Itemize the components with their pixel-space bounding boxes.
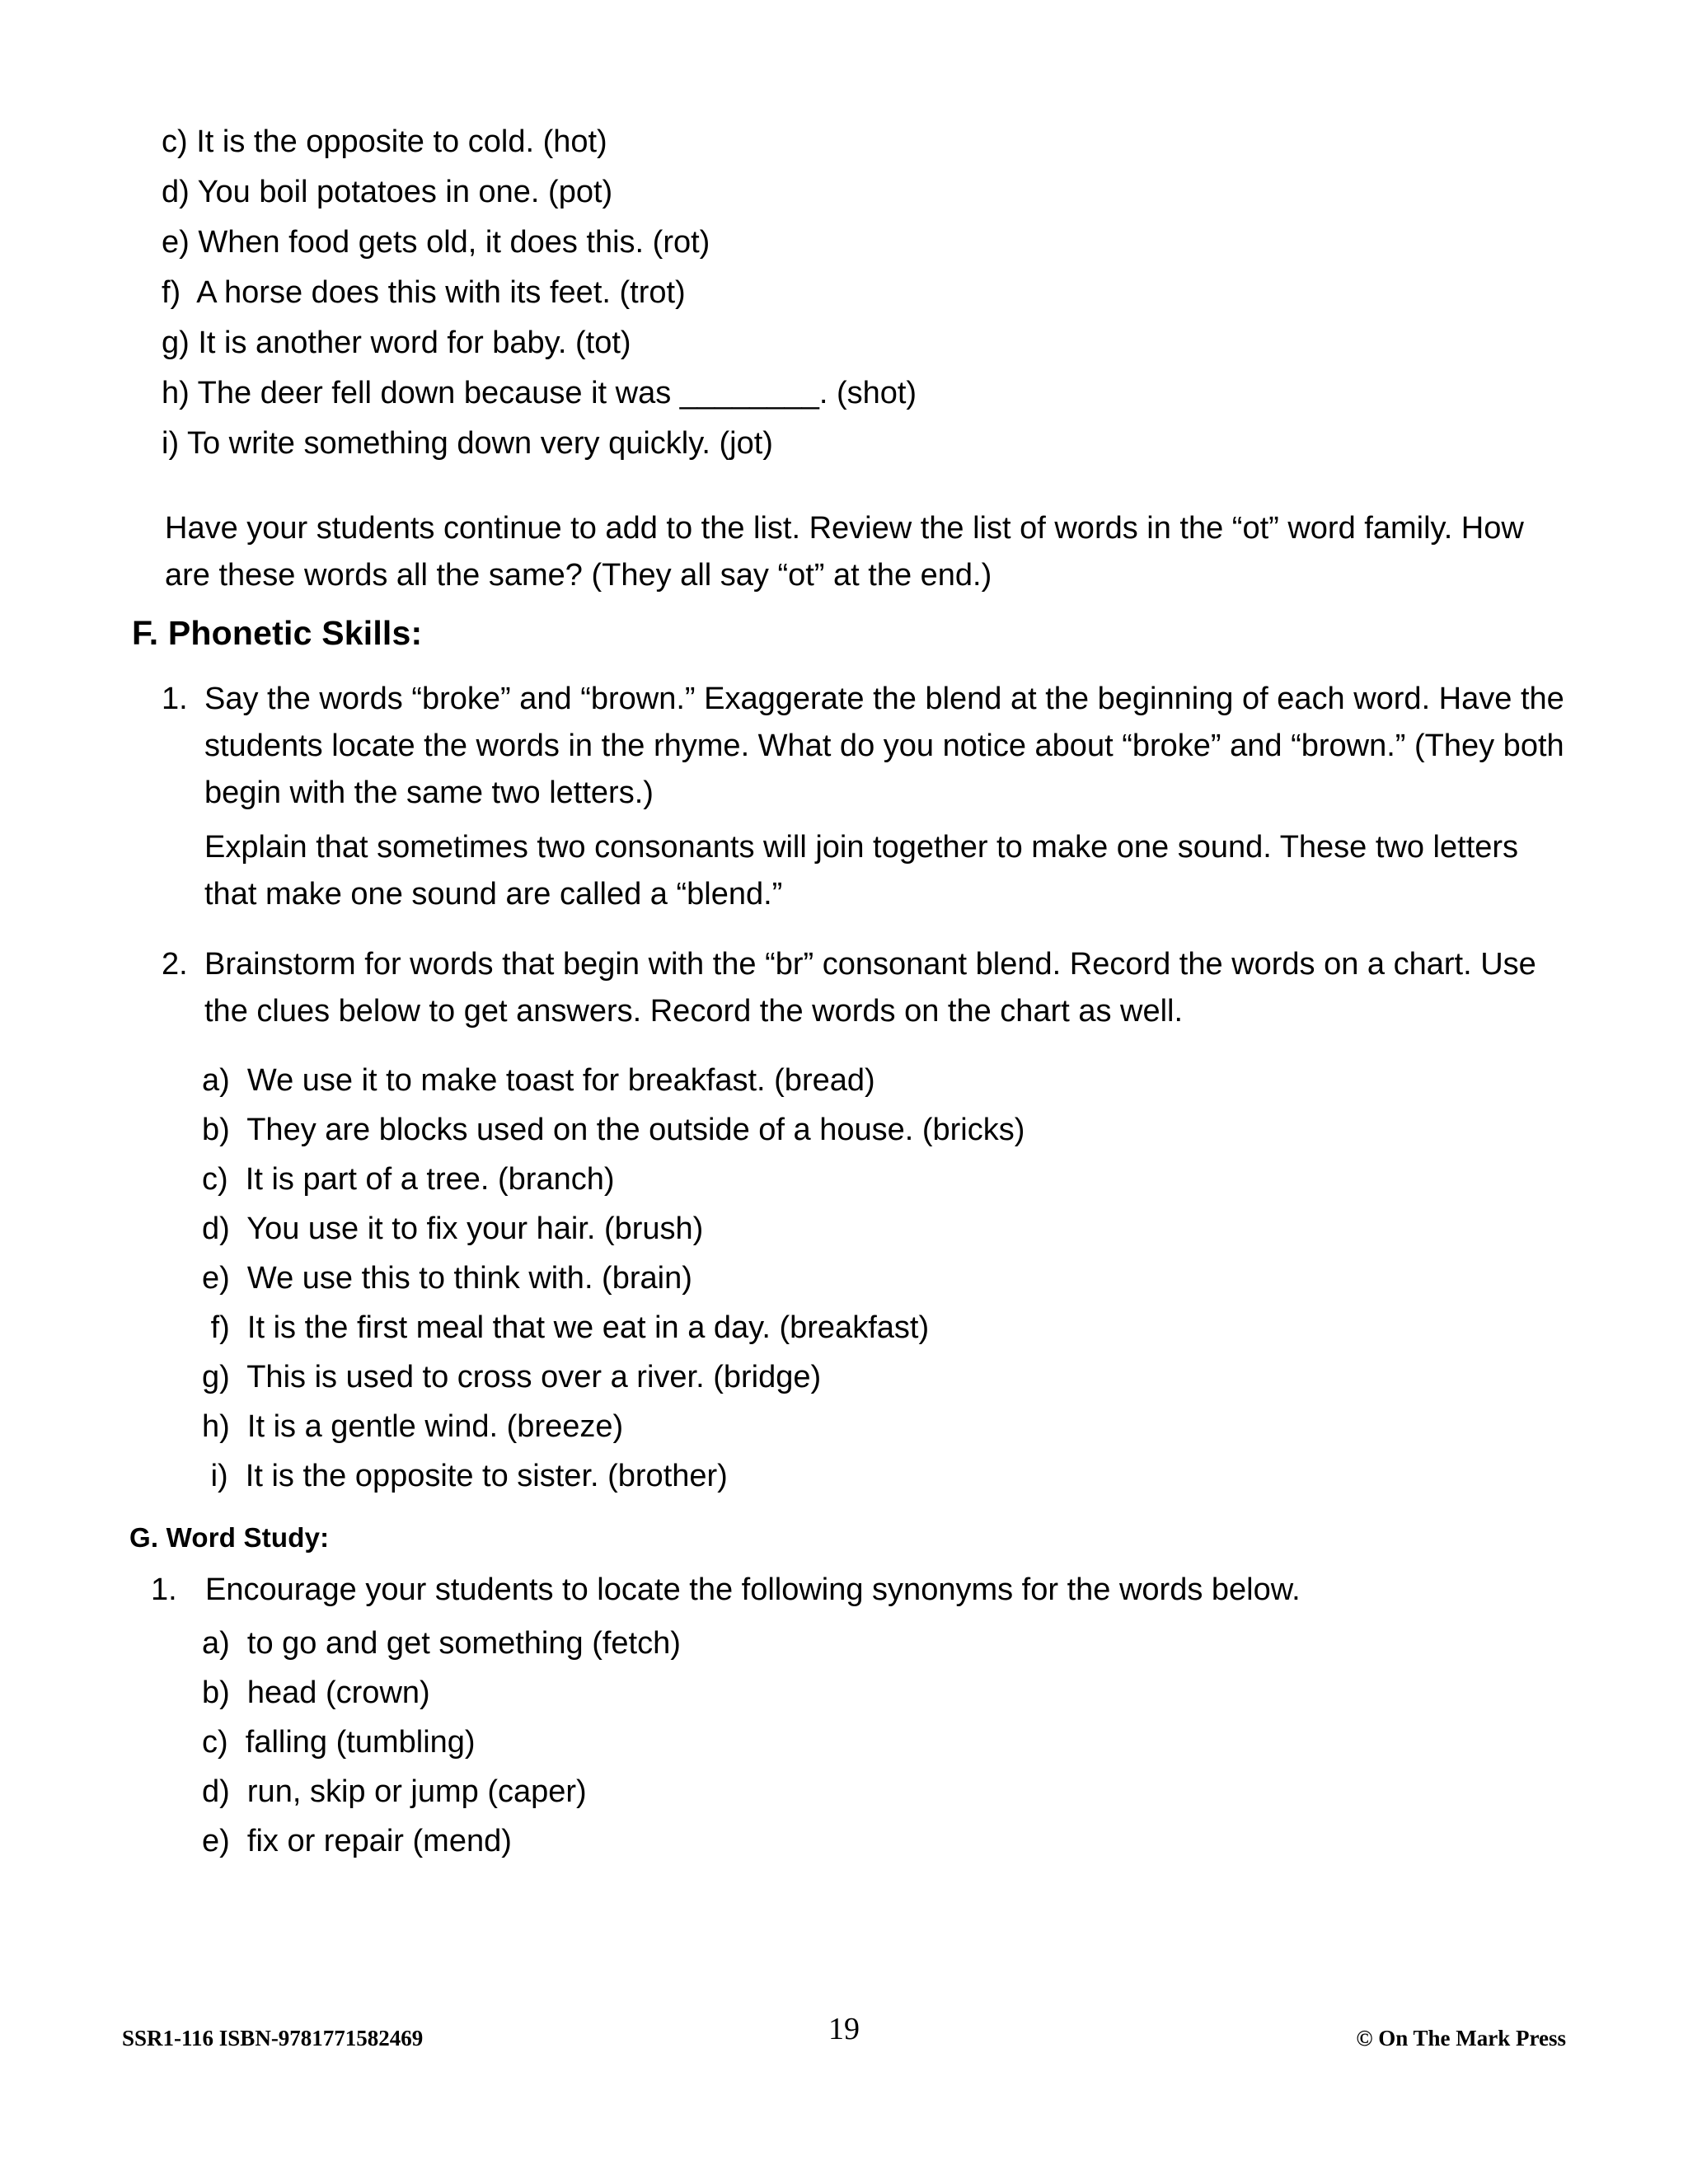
list-item: i) To write something down very quickly. (jot) [162,426,773,461]
list-item: f) It is the first meal that we eat in a day. (breakfast) [202,1310,930,1345]
br-blend-clue-list [202,1057,1356,1502]
page-footer [0,2011,1688,2085]
list-item: e) fix or repair (mend) [202,1824,512,1858]
list-item-text: Say the words “broke” and “brown.” Exaggerate the blend at the beginning of each word. Have the students locate the words in the rhyme. What do you notice about “broke” and “brown.” (They both begin with the same two letters.) [204,682,1564,810]
synonym-clue-list [202,1619,1191,1867]
section-g-item-1 [151,1567,1470,1614]
page-number: 19 [828,2012,860,2046]
list-item: e) When food gets old, it does this. (rot) [162,225,710,260]
list-number: 1. [151,1572,177,1607]
list-item: a) We use it to make toast for breakfast. (bread) [202,1063,875,1098]
list-item: g) It is another word for baby. (tot) [162,326,631,360]
list-number: 2. [162,947,188,982]
paragraph-text: Have your students continue to add to the list. Review the list of words in the “ot” word family. How are these words all the same? (They all say “ot” at the end.) [165,511,1524,593]
list-item-text: Brainstorm for words that begin with the “br” consonant blend. Record the words on a chart. Use the clues below to get answers. Record the words on the chart as well. [204,947,1536,1029]
list-item: f) A horse does this with its feet. (trot) [162,275,686,310]
list-item: b) head (crown) [202,1675,430,1710]
list-item: i) It is the opposite to sister. (brother) [202,1459,728,1493]
list-item: h) It is a gentle wind. (breeze) [202,1409,624,1444]
list-item: a) to go and get something (fetch) [202,1626,681,1661]
list-item: d) You boil potatoes in one. (pot) [162,175,613,209]
list-number: 1. [162,682,188,716]
ot-word-family-clue-list [162,117,1233,469]
footer-copyright: © On The Mark Press [1356,2026,1566,2050]
list-item: c) It is part of a tree. (branch) [202,1162,615,1197]
section-f-item-2 [162,941,1587,1035]
paragraph-text: Explain that sometimes two consonants will join together to make one sound. These two letters that make one sound are called a “blend.” [204,830,1519,912]
list-item: d) run, skip or jump (caper) [202,1774,587,1809]
section-f-explain-paragraph [204,824,1573,918]
section-f-item-1 [162,676,1571,817]
list-item: h) The deer fell down because it was ________. (shot) [162,376,917,410]
section-f-heading [132,610,422,656]
heading-text: G. Word Study: [129,1522,330,1553]
list-item: c) It is the opposite to cold. (hot) [162,124,607,159]
heading-text: F. Phonetic Skills: [132,614,423,652]
ot-closing-paragraph [165,505,1566,599]
list-item: e) We use this to think with. (brain) [202,1261,692,1296]
list-item: c) falling (tumbling) [202,1725,476,1760]
list-item: g) This is used to cross over a river. (bridge) [202,1360,822,1394]
list-item: b) They are blocks used on the outside of a house. (bricks) [202,1113,1025,1147]
list-item: d) You use it to fix your hair. (brush) [202,1212,704,1246]
section-g-heading [129,1519,329,1557]
footer-isbn: SSR1-116 ISBN-9781771582469 [122,2026,424,2050]
list-item-text: Encourage your students to locate the following synonyms for the words below. [205,1572,1301,1607]
